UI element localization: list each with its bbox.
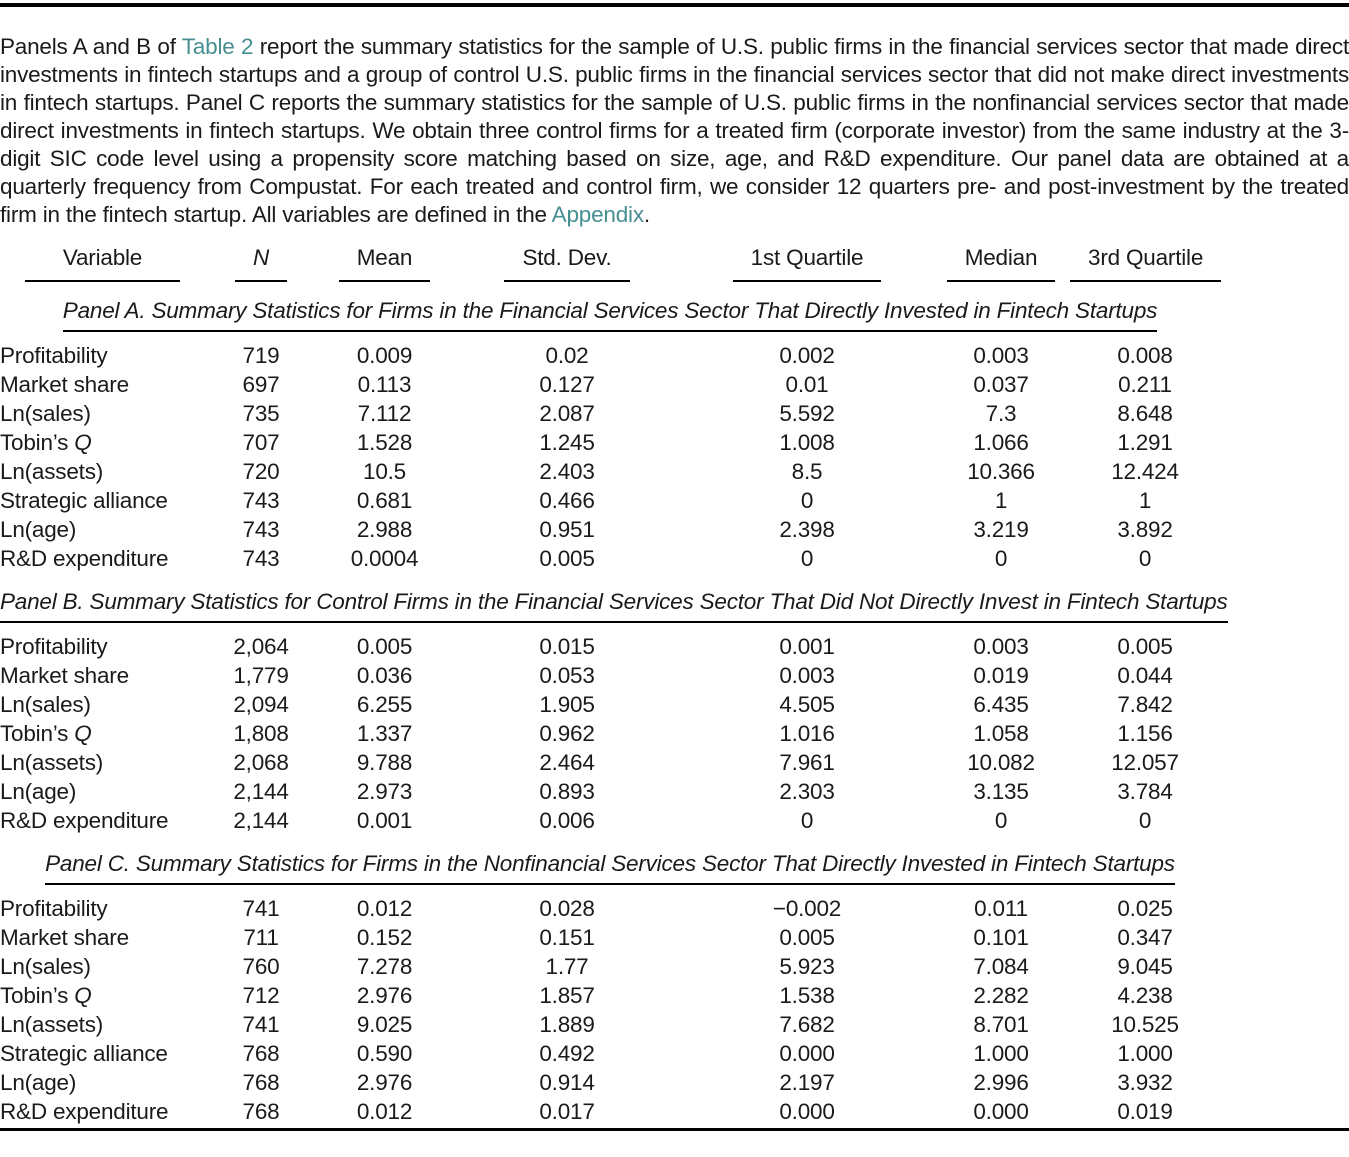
value-cell: 2.303 xyxy=(779,779,835,804)
value-cell: 10.5 xyxy=(363,459,406,484)
value-cell: 711 xyxy=(243,925,279,950)
table-body xyxy=(0,282,1228,1126)
value-cell: 719 xyxy=(242,343,280,368)
value-cell: 12.424 xyxy=(1111,459,1179,484)
value-cell: 0.000 xyxy=(779,1099,835,1124)
table-row xyxy=(0,690,1220,719)
value-cell: 3.219 xyxy=(973,517,1029,542)
value-cell: 3.784 xyxy=(1117,779,1173,804)
value-cell: 1.857 xyxy=(539,983,595,1008)
value-cell: 0.012 xyxy=(356,1099,413,1124)
value-cell: 8.5 xyxy=(791,459,823,484)
table-row xyxy=(0,486,1220,515)
table-row xyxy=(0,515,1220,544)
value-cell: 2.464 xyxy=(539,750,595,775)
table-row xyxy=(0,399,1220,428)
table-row xyxy=(0,806,1220,835)
value-cell: 3.892 xyxy=(1117,517,1173,542)
value-cell: 0.101 xyxy=(973,925,1029,950)
value-cell: 0 xyxy=(1138,808,1152,833)
value-cell: 2.988 xyxy=(356,517,413,542)
value-cell: 0.951 xyxy=(539,517,595,542)
value-cell: 2.197 xyxy=(779,1070,835,1095)
value-cell: 741 xyxy=(242,1012,280,1037)
table-row xyxy=(0,748,1220,777)
value-cell: 12.057 xyxy=(1111,750,1179,775)
value-cell: 1.156 xyxy=(1117,721,1173,746)
value-cell: 0.681 xyxy=(356,488,413,513)
value-cell: 697 xyxy=(242,372,280,397)
value-cell: 1.291 xyxy=(1117,430,1173,455)
value-cell: 9.045 xyxy=(1117,954,1173,979)
variable-label: Ln(assets) xyxy=(0,1012,104,1037)
value-cell: 0.005 xyxy=(539,546,595,571)
column-header-1st-quartile: 1st Quartile xyxy=(733,245,882,282)
value-cell: 4.505 xyxy=(779,692,835,717)
value-cell: 2.976 xyxy=(356,1070,413,1095)
value-cell: 10.366 xyxy=(967,459,1035,484)
variable-label: Ln(age) xyxy=(0,1070,77,1095)
value-cell: 1.77 xyxy=(545,954,589,979)
table-row xyxy=(0,1039,1220,1068)
value-cell: 741 xyxy=(242,896,280,921)
value-cell: 10.082 xyxy=(967,750,1035,775)
table-row xyxy=(0,544,1220,573)
value-cell: 2,068 xyxy=(233,750,289,775)
value-cell: 4.238 xyxy=(1117,983,1173,1008)
value-cell: 707 xyxy=(242,430,280,455)
table-description xyxy=(0,33,1349,229)
panel-title: Panel C. Summary Statistics for Firms in the Nonfinancial Services Sector That Directly Invested in Fintech Startups xyxy=(45,849,1175,885)
value-cell: 0 xyxy=(994,546,1008,571)
value-cell: 5.923 xyxy=(779,954,835,979)
value-cell: 2.087 xyxy=(539,401,595,426)
value-cell: 3.932 xyxy=(1117,1070,1173,1095)
value-cell: 0.002 xyxy=(779,343,835,368)
appendix-link[interactable]: Appendix xyxy=(551,202,644,227)
value-cell: 1.905 xyxy=(539,692,595,717)
table-2-link[interactable]: Table 2 xyxy=(181,34,254,59)
value-cell: 0.113 xyxy=(357,372,412,397)
value-cell: 0.152 xyxy=(356,925,413,950)
variable-label: Profitability xyxy=(0,634,108,659)
variable-label: Ln(sales) xyxy=(0,954,91,979)
value-cell: 1.058 xyxy=(973,721,1029,746)
value-cell: 1.066 xyxy=(973,430,1029,455)
table-row xyxy=(0,661,1220,690)
value-cell: 0.044 xyxy=(1117,663,1173,688)
value-cell: 1.245 xyxy=(539,430,595,455)
variable-label: Tobin’s Q xyxy=(0,983,92,1008)
value-cell: 7.682 xyxy=(779,1012,835,1037)
variable-label: Strategic alliance xyxy=(0,488,168,513)
value-cell: 9.788 xyxy=(356,750,413,775)
table-row xyxy=(0,719,1220,748)
column-header-variable: Variable xyxy=(25,245,180,282)
value-cell: 0.036 xyxy=(356,663,413,688)
value-cell: 2,144 xyxy=(233,808,289,833)
table-row xyxy=(0,885,1220,923)
value-cell: 0.015 xyxy=(539,634,595,659)
table-row xyxy=(0,623,1220,661)
value-cell: 0.347 xyxy=(1117,925,1173,950)
value-cell: 0.02 xyxy=(545,343,589,368)
value-cell: 1,779 xyxy=(233,663,289,688)
value-cell: 7.112 xyxy=(357,401,412,426)
table-row xyxy=(0,923,1220,952)
value-cell: 0.012 xyxy=(356,896,413,921)
value-cell: 0.151 xyxy=(539,925,595,950)
column-header-std-dev: Std. Dev. xyxy=(504,245,629,282)
value-cell: 0.003 xyxy=(779,663,835,688)
value-cell: 0.000 xyxy=(973,1099,1029,1124)
value-cell: 768 xyxy=(242,1099,280,1124)
variable-label: R&D expenditure xyxy=(0,808,169,833)
value-cell: 7.961 xyxy=(779,750,835,775)
intro-text-2: report the summary statistics for the sample of U.S. public firms in the financial services sector that made direct investments in fintech startups and a group of control U.S. public firms in the financial services sector that did not make direct investments in fintech startups. Panel C reports the summary statistics for the sample of U.S. public firms in the nonfinancial services sector that made direct investments in fintech startups. We obtain three control firms for a treated firm (corporate investor) from the same industry at the 3-digit SIC code level using a propensity score matching based on size, age, and R&D expenditure. Our panel data are obtained at a quarterly frequency from Compustat. For each treated and control firm, we consider 12 quarters pre- and post-investment by the treated firm in the fintech startup. All variables are defined in the xyxy=(0,34,1349,227)
value-cell: 0.492 xyxy=(539,1041,595,1066)
value-cell: 720 xyxy=(242,459,280,484)
value-cell: 1,808 xyxy=(233,721,289,746)
value-cell: 1.538 xyxy=(779,983,835,1008)
value-cell: 0.005 xyxy=(1117,634,1173,659)
value-cell: 0.028 xyxy=(539,896,595,921)
intro-text-3: . xyxy=(643,202,650,227)
value-cell: 8.648 xyxy=(1117,401,1173,426)
value-cell: 7.278 xyxy=(356,954,413,979)
value-cell: 0.037 xyxy=(973,372,1029,397)
value-cell: 743 xyxy=(242,488,280,513)
value-cell: −0.002 xyxy=(772,896,842,921)
intro-text-1: Panels A and B of xyxy=(0,34,182,59)
table-row xyxy=(0,428,1220,457)
variable-label: Profitability xyxy=(0,343,108,368)
value-cell: 8.701 xyxy=(973,1012,1029,1037)
value-cell: 0.466 xyxy=(539,488,595,513)
value-cell: 768 xyxy=(242,1070,280,1095)
value-cell: 2.996 xyxy=(973,1070,1029,1095)
value-cell: 7.084 xyxy=(973,954,1029,979)
value-cell: 7.3 xyxy=(985,401,1017,426)
value-cell: 0 xyxy=(800,488,814,513)
value-cell: 2.282 xyxy=(973,983,1029,1008)
value-cell: 712 xyxy=(242,983,280,1008)
table-row xyxy=(0,1010,1220,1039)
variable-label: Ln(age) xyxy=(0,517,77,542)
value-cell: 0 xyxy=(994,808,1008,833)
value-cell: 0.006 xyxy=(539,808,595,833)
value-cell: 0.0004 xyxy=(350,546,419,571)
value-cell: 1.016 xyxy=(779,721,835,746)
variable-label: Market share xyxy=(0,925,129,950)
table-row xyxy=(0,332,1220,370)
table-row xyxy=(0,777,1220,806)
panel-heading-row xyxy=(0,282,1220,332)
value-cell: 0.001 xyxy=(779,634,835,659)
variable-label: Ln(age) xyxy=(0,779,77,804)
value-cell: 3.135 xyxy=(973,779,1029,804)
panel-title: Panel A. Summary Statistics for Firms in the Financial Services Sector That Directly Invested in Fintech Startups xyxy=(63,296,1157,332)
value-cell: 6.255 xyxy=(356,692,413,717)
value-cell: 0 xyxy=(800,546,814,571)
variable-label: R&D expenditure xyxy=(0,546,169,571)
value-cell: 0.019 xyxy=(973,663,1029,688)
value-cell: 2,094 xyxy=(233,692,289,717)
value-cell: 10.525 xyxy=(1111,1012,1179,1037)
value-cell: 0.01 xyxy=(785,372,829,397)
variable-label: Tobin’s Q xyxy=(0,430,92,455)
value-cell: 1.000 xyxy=(973,1041,1029,1066)
value-cell: 2.403 xyxy=(539,459,595,484)
value-cell: 0.053 xyxy=(539,663,595,688)
column-header-3rd-quartile: 3rd Quartile xyxy=(1070,245,1221,282)
variable-label: Ln(assets) xyxy=(0,750,104,775)
value-cell: 0.590 xyxy=(356,1041,413,1066)
value-cell: 1.008 xyxy=(779,430,835,455)
value-cell: 6.435 xyxy=(973,692,1029,717)
table-row xyxy=(0,952,1220,981)
value-cell: 2.398 xyxy=(779,517,835,542)
top-rule xyxy=(0,3,1349,7)
table-row xyxy=(0,981,1220,1010)
value-cell: 0.127 xyxy=(539,372,595,397)
value-cell: 5.592 xyxy=(779,401,835,426)
table-row xyxy=(0,1068,1220,1097)
value-cell: 2.973 xyxy=(356,779,413,804)
summary-statistics-table xyxy=(0,245,1228,1126)
value-cell: 1.889 xyxy=(539,1012,595,1037)
value-cell: 9.025 xyxy=(356,1012,413,1037)
value-cell: 0 xyxy=(1138,546,1152,571)
value-cell: 743 xyxy=(242,546,280,571)
value-cell: 7.842 xyxy=(1117,692,1173,717)
value-cell: 2.976 xyxy=(356,983,413,1008)
value-cell: 0.914 xyxy=(539,1070,595,1095)
value-cell: 0.001 xyxy=(356,808,413,833)
value-cell: 0 xyxy=(800,808,814,833)
table-row xyxy=(0,1097,1220,1126)
value-cell: 0.008 xyxy=(1117,343,1173,368)
variable-label: Ln(sales) xyxy=(0,401,91,426)
variable-label: Ln(sales) xyxy=(0,692,91,717)
value-cell: 0.019 xyxy=(1117,1099,1173,1124)
column-header-n: N xyxy=(235,245,287,282)
variable-label: R&D expenditure xyxy=(0,1099,169,1124)
value-cell: 1.000 xyxy=(1117,1041,1173,1066)
column-header-mean: Mean xyxy=(339,245,430,282)
variable-label: Tobin’s Q xyxy=(0,721,92,746)
value-cell: 1.337 xyxy=(356,721,413,746)
value-cell: 1.528 xyxy=(356,430,413,455)
value-cell: 735 xyxy=(242,401,280,426)
variable-label: Market share xyxy=(0,372,129,397)
column-header-median: Median xyxy=(947,245,1056,282)
value-cell: 1 xyxy=(1138,488,1152,513)
value-cell: 768 xyxy=(242,1041,280,1066)
value-cell: 2,144 xyxy=(233,779,289,804)
value-cell: 0.017 xyxy=(539,1099,595,1124)
value-cell: 0.009 xyxy=(356,343,413,368)
panel-title: Panel B. Summary Statistics for Control Firms in the Financial Services Sector That Did Not Directly Invest in Fintech Startups xyxy=(0,587,1228,623)
column-header-row xyxy=(0,245,1220,282)
value-cell: 0.003 xyxy=(973,634,1029,659)
table-row xyxy=(0,457,1220,486)
panel-heading-row xyxy=(0,573,1220,623)
variable-label: Strategic alliance xyxy=(0,1041,168,1066)
paper-page xyxy=(0,3,1349,1131)
value-cell: 0.003 xyxy=(973,343,1029,368)
value-cell: 760 xyxy=(242,954,280,979)
value-cell: 0.893 xyxy=(539,779,595,804)
value-cell: 743 xyxy=(242,517,280,542)
value-cell: 2,064 xyxy=(233,634,289,659)
variable-label: Market share xyxy=(0,663,129,688)
value-cell: 0.005 xyxy=(779,925,835,950)
variable-label: Profitability xyxy=(0,896,108,921)
value-cell: 0.211 xyxy=(1118,372,1172,397)
value-cell: 0.000 xyxy=(779,1041,835,1066)
value-cell: 1 xyxy=(994,488,1008,513)
value-cell: 0.962 xyxy=(539,721,595,746)
value-cell: 0.005 xyxy=(356,634,413,659)
bottom-rule xyxy=(0,1128,1349,1131)
variable-label: Ln(assets) xyxy=(0,459,104,484)
value-cell: 0.025 xyxy=(1117,896,1173,921)
table-row xyxy=(0,370,1220,399)
value-cell: 0.011 xyxy=(974,896,1028,921)
panel-heading-row xyxy=(0,835,1220,885)
